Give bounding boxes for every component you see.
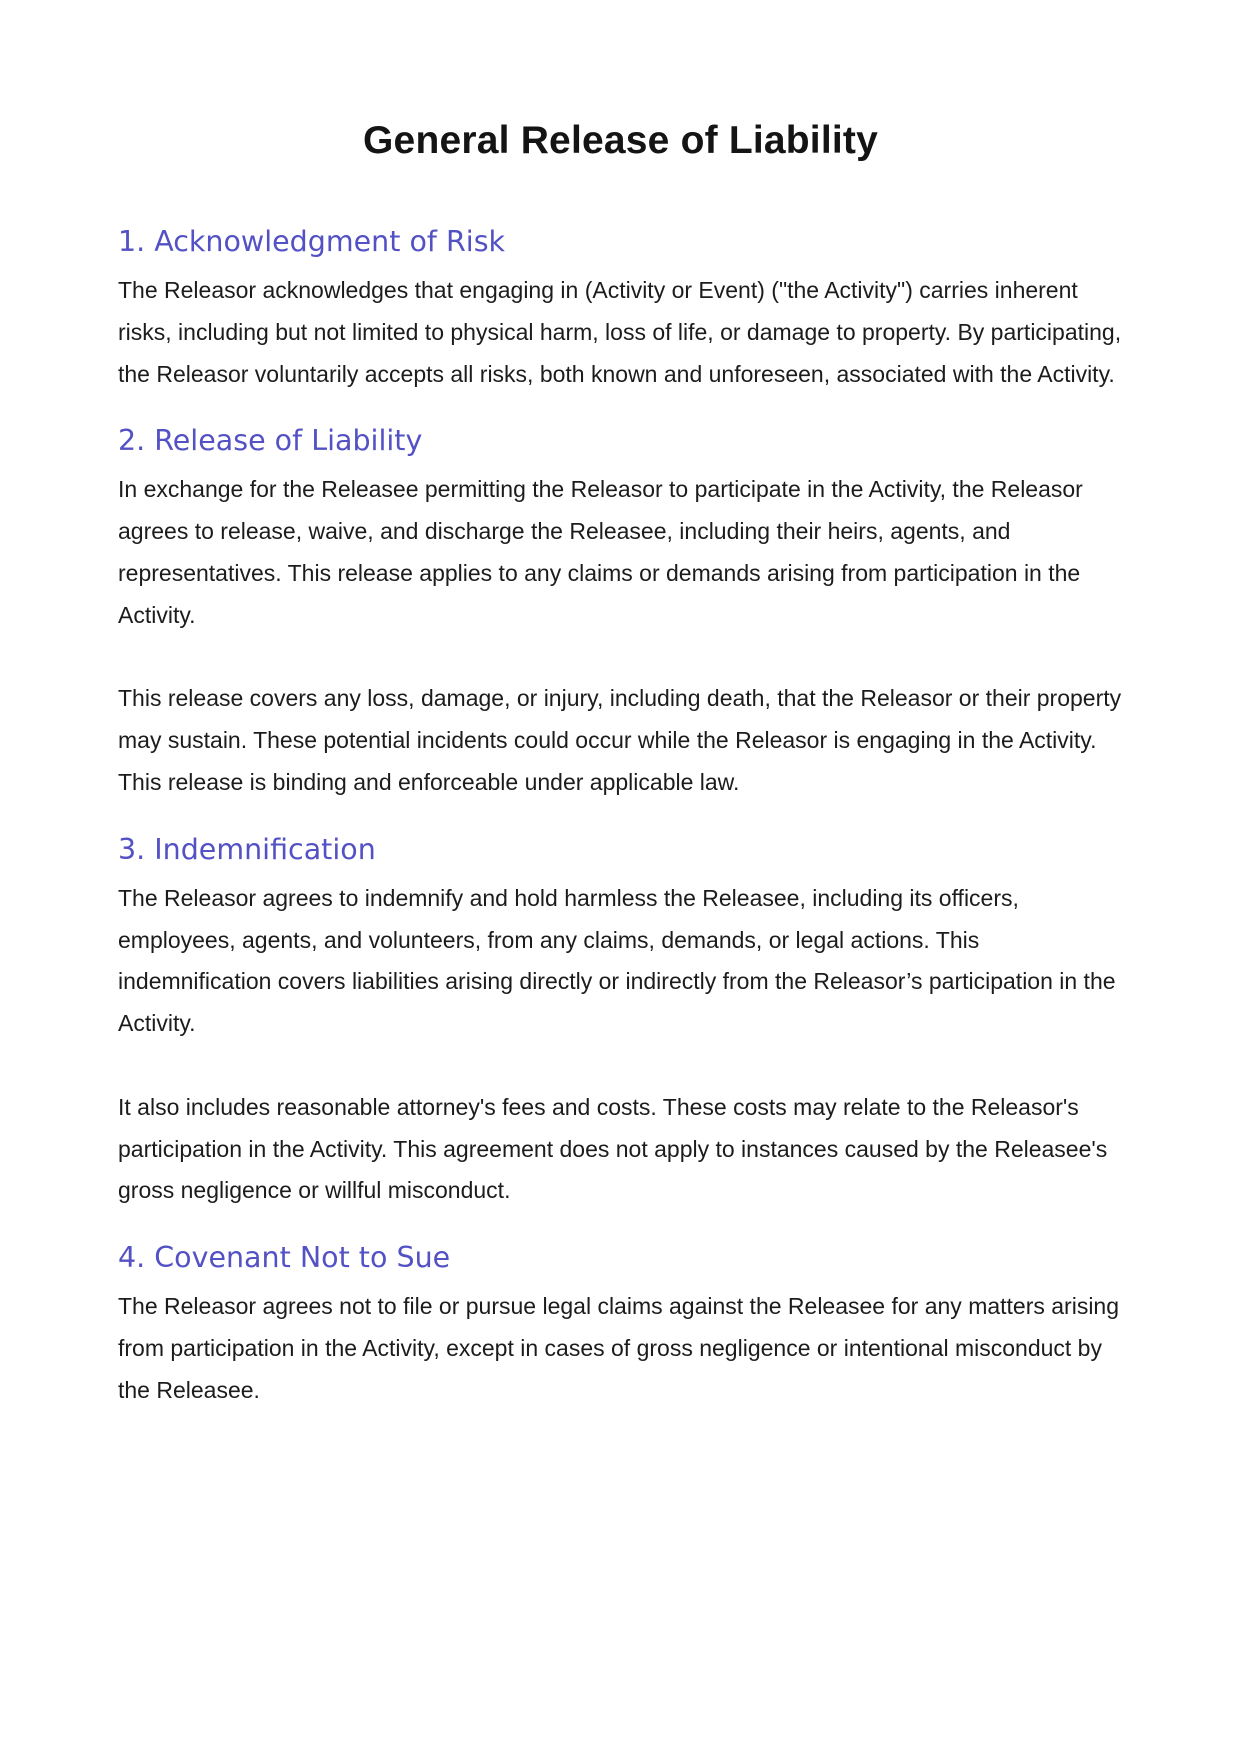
paragraph: The Releasor agrees to indemnify and hold harmless the Releasee, including its officers, employees, agents, and volunteers, from any claims, demands, or legal actions. This indemnification covers liabilities arising directly or indirectly from the Releasor’s participation in the Activity. <box>118 884 1116 1037</box>
paragraph: The Releasor agrees not to file or pursue legal claims against the Releasee for any matters arising from participation in the Activity, except in cases of gross negligence or intentional misconduct by the Releasee. <box>118 1293 1120 1403</box>
document-title: General Release of Liability <box>363 119 878 162</box>
paragraph: It also includes reasonable attorney's fees and costs. These costs may relate to the Releasor's participation in the Activity. This agreement does not apply to instances caused by the Releasee's gross negligence or willful misconduct. <box>118 1093 1108 1204</box>
section-indemnification <box>118 826 1128 1212</box>
section-covenant-not-to-sue <box>118 1234 1128 1411</box>
section-heading: 2. Release of Liability <box>118 424 423 458</box>
section-acknowledgment-of-risk <box>118 218 1128 395</box>
document-body <box>118 218 1128 1412</box>
paragraph: This release covers any loss, damage, or injury, including death, that the Releasor or their property may sustain. These potential incidents could occur while the Releasor is engaging in the Activity. This release is binding and enforceable under applicable law. <box>118 685 1122 795</box>
paragraph: In exchange for the Releasee permitting the Releasor to participate in the Activity, the Releasor agrees to release, waive, and discharge the Releasee, including their heirs, agents, and representatives. This release applies to any claims or demands arising from participation in the Activity. <box>118 476 1083 628</box>
section-heading: 1. Acknowledgment of Risk <box>118 225 506 258</box>
section-heading: 3. Indemnification <box>118 832 376 866</box>
paragraph: The Releasor acknowledges that engaging in (Activity or Event) ("the Activity") carries inherent risks, including but not limited to physical harm, loss of life, or damage to property. By participating, the Releasor voluntarily accepts all risks, both known and unforeseen, associated with the Activity. <box>118 277 1122 387</box>
section-release-of-liability <box>118 417 1128 803</box>
section-heading: 4. Covenant Not to Sue <box>118 1241 451 1275</box>
